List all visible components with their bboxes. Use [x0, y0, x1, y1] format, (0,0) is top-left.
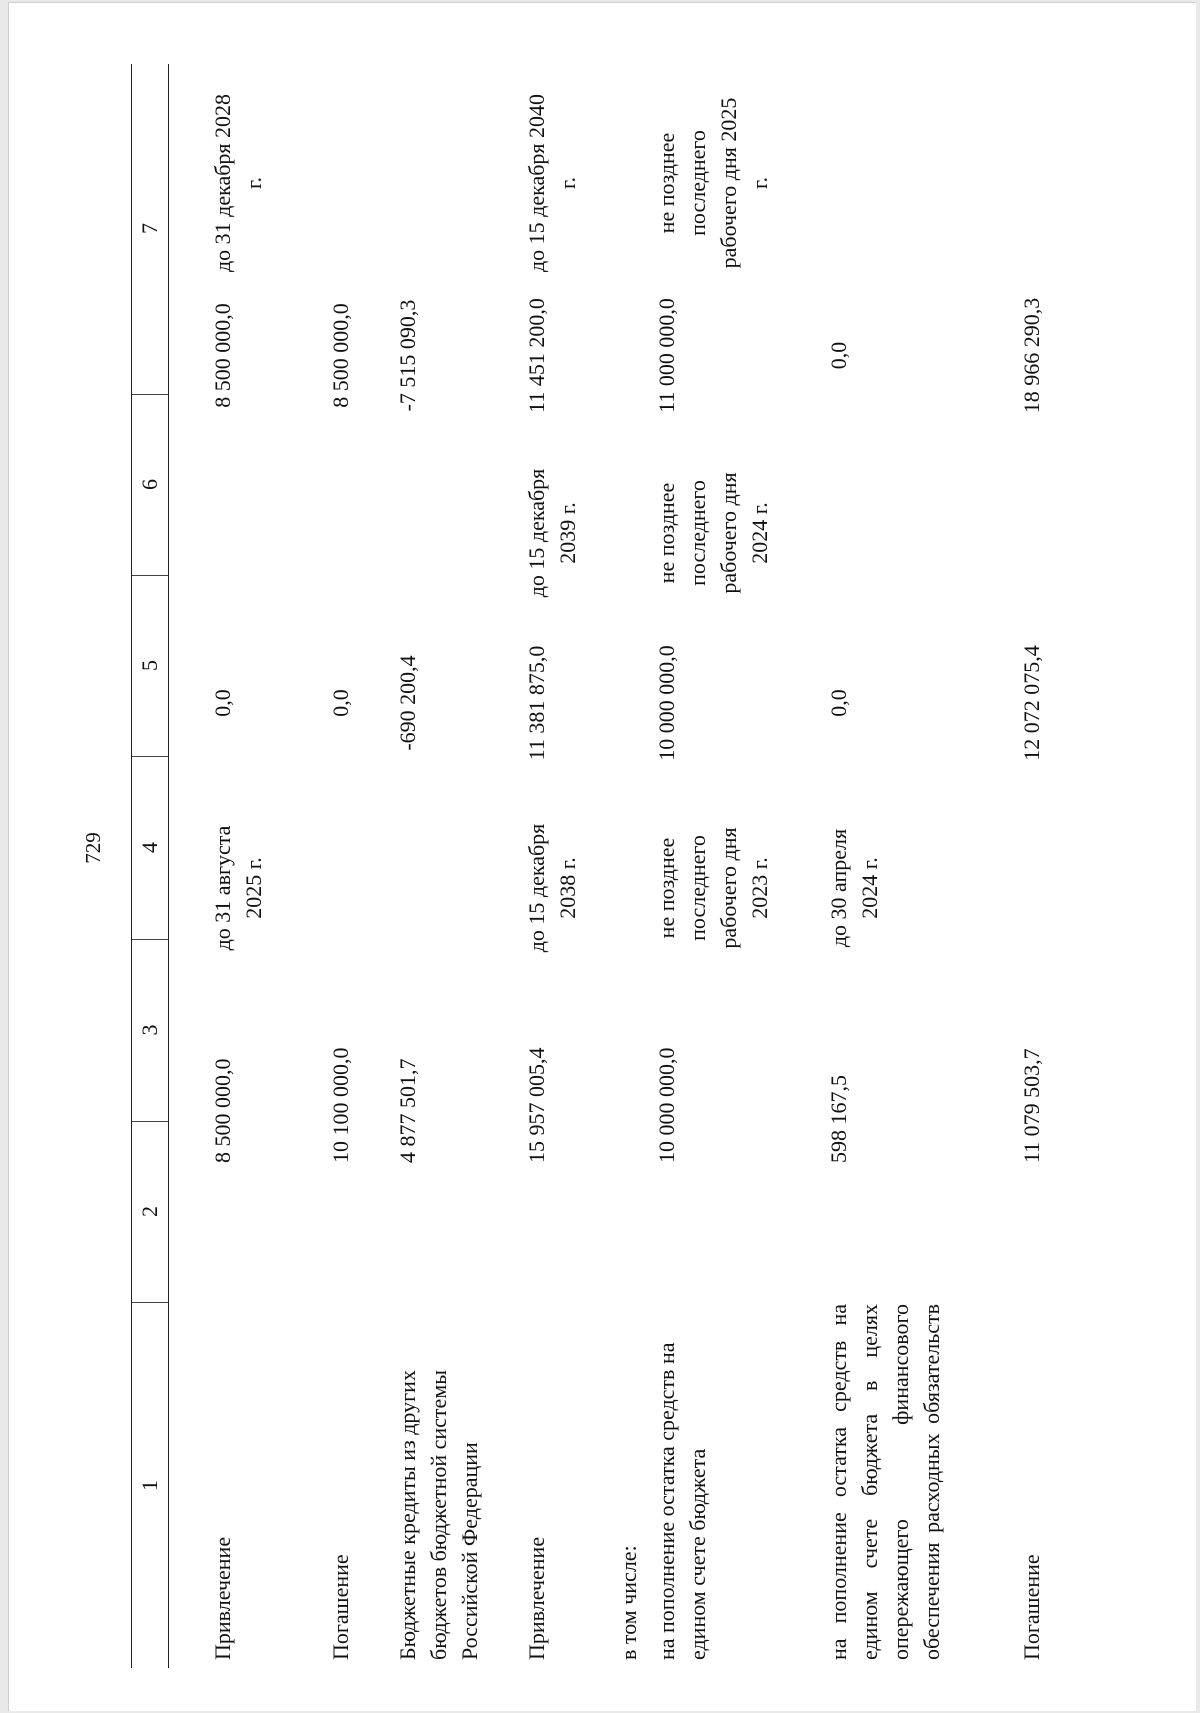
cell-col4: 12 072 075,4 — [1019, 645, 1044, 761]
table-row — [651, 64, 823, 1668]
row-label: Бюджетные кредиты из других бюджетов бюджетной системы Российской Федерации — [395, 1369, 482, 1660]
column-header-6: 6 — [132, 394, 168, 576]
cell-col6: 11 451 200,0 — [524, 298, 549, 413]
table-header — [131, 64, 169, 1668]
column-header-7: 7 — [132, 63, 168, 395]
cell-col4: 0,0 — [328, 689, 353, 717]
table-row — [613, 64, 651, 1668]
row-label: Привлечение — [524, 1536, 549, 1660]
cell-col2: 8 500 000,0 — [210, 1058, 235, 1163]
cell-col6: 8 500 000,0 — [328, 303, 353, 408]
row-label: Погашение — [1019, 1554, 1044, 1660]
cell-col3: до 15 декабря 2038 г. — [524, 823, 580, 953]
column-header-4: 4 — [132, 756, 168, 940]
cell-col6: 0,0 — [826, 341, 851, 370]
cell-col2: 11 079 503,7 — [1019, 1048, 1044, 1163]
cell-col7: не позднее последнего рабочего дня 2025 г. — [654, 97, 772, 269]
cell-col4: 0,0 — [210, 689, 235, 717]
cell-col7: до 15 декабря 2040 г. — [524, 93, 580, 273]
column-header-5: 5 — [132, 575, 168, 757]
table-row — [392, 64, 521, 1668]
row-label: Погашение — [328, 1554, 353, 1660]
row-label: в том числе: — [616, 1545, 641, 1660]
cell-col4: 11 381 875,0 — [524, 645, 549, 761]
page-number: 729 — [81, 832, 105, 864]
cell-col2: 10 000 000,0 — [654, 1047, 679, 1163]
cell-col6: 8 500 000,0 — [210, 303, 235, 408]
cell-col5: не позднее последнего рабочего дня 2024 г. — [654, 472, 772, 594]
cell-col2: 4 877 501,7 — [395, 1058, 420, 1163]
cell-col3: до 31 августа 2025 г. — [210, 825, 266, 951]
column-header-1: 1 — [137, 1480, 162, 1491]
cell-col3: не позднее последнего рабочего дня 2023 г. — [654, 827, 772, 949]
cell-col4: 0,0 — [826, 689, 851, 717]
row-label: на пополнение остатка средств на едином счете бюджета — [654, 1342, 710, 1660]
table-row — [207, 64, 325, 1668]
table-row — [1016, 64, 1066, 1668]
cell-col5: до 15 декабря 2039 г. — [524, 468, 580, 598]
document-page — [8, 2, 1196, 1711]
table-row — [521, 64, 613, 1668]
column-header-2: 2 — [132, 1121, 168, 1303]
row-label: Привлечение — [210, 1536, 235, 1660]
cell-col4: 10 000 000,0 — [654, 645, 679, 761]
table-row — [823, 64, 1016, 1668]
cell-col2: 598 167,5 — [826, 1075, 851, 1163]
cell-col7: до 31 декабря 2028 г. — [210, 93, 266, 273]
rotated-table-page — [81, 58, 1131, 1668]
cell-col4: -690 200,4 — [395, 655, 420, 751]
table-row — [325, 64, 392, 1668]
cell-col6: -7 515 090,3 — [395, 299, 420, 412]
cell-col6: 11 000 000,0 — [654, 298, 679, 413]
cell-col6: 18 966 290,3 — [1019, 297, 1044, 414]
row-label: на пополнение остатка средств на едином счете бюджета в целях опережающего финансового обеспечения расходных обязательств — [826, 1304, 944, 1660]
cell-col2: 15 957 005,4 — [524, 1047, 549, 1163]
cell-col2: 10 100 000,0 — [328, 1047, 353, 1163]
column-header-3: 3 — [132, 939, 168, 1122]
cell-col3: до 30 апреля 2024 г. — [826, 828, 882, 948]
budget-table — [131, 64, 1066, 1668]
